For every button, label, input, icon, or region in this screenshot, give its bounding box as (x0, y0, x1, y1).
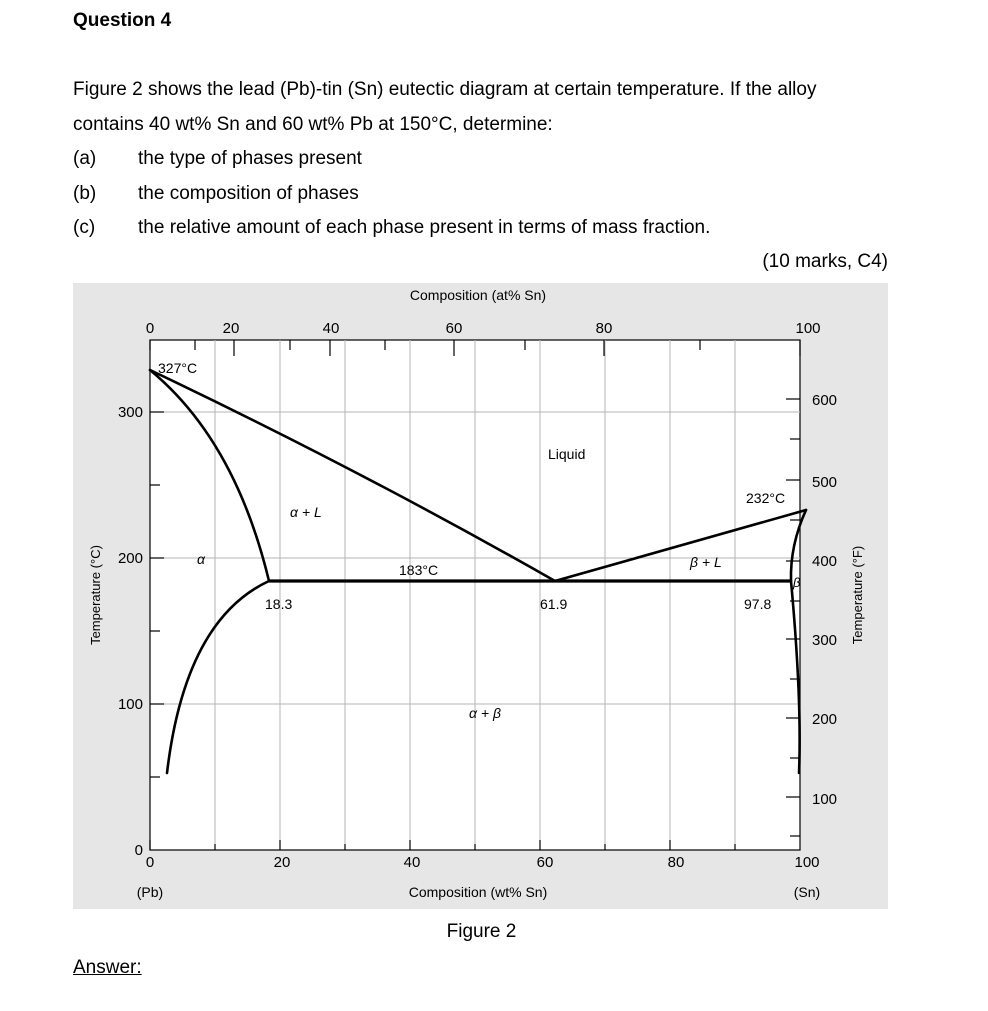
bottom-axis-title: Composition (wt% Sn) (408, 884, 548, 900)
beta-composition-label: 97.8 (744, 596, 772, 612)
question-heading: Question 4 (73, 10, 172, 31)
item-c-text: the relative amount of each phase present in terms of mass fraction. (138, 217, 711, 238)
item-c-letter: (c) (73, 217, 96, 238)
top-tick-label: 0 (145, 320, 155, 337)
right-tick-label: 100 (812, 791, 838, 808)
item-b-letter: (b) (73, 183, 97, 204)
eutectic-composition-label: 61.9 (540, 596, 568, 612)
question-text-line-1: Figure 2 shows the lead (Pb)-tin (Sn) eutectic diagram at certain temperature. If the alloy (73, 79, 817, 100)
right-tick-label: 300 (812, 632, 838, 649)
sn-melting-point-label: 232°C (746, 490, 786, 506)
top-tick-label: 80 (595, 320, 613, 337)
left-tick-label: 100 (117, 696, 143, 713)
right-tick-label: 200 (812, 711, 838, 728)
answer-label: Answer: (73, 957, 142, 978)
sn-label: (Sn) (793, 884, 821, 900)
left-tick-label: 200 (117, 550, 143, 567)
bottom-tick-label: 0 (145, 854, 155, 871)
top-tick-label: 100 (795, 320, 821, 337)
left-tick-label: 300 (117, 404, 143, 421)
alpha-region-label: α (197, 551, 205, 567)
right-tick-label: 500 (812, 474, 838, 491)
bottom-tick-label: 20 (273, 854, 291, 871)
phase-diagram-figure (73, 283, 888, 909)
liquid-region-label: Liquid (548, 446, 586, 462)
bottom-tick-label: 60 (536, 854, 554, 871)
alpha-liquid-region-label: α + L (290, 504, 322, 520)
top-axis-title: Composition (at% Sn) (409, 287, 547, 303)
item-a-letter: (a) (73, 148, 97, 169)
question-text-line-2: contains 40 wt% Sn and 60 wt% Pb at 150°C, determine: (73, 114, 553, 135)
beta-region-label: β (793, 575, 801, 590)
item-b-text: the composition of phases (138, 183, 359, 204)
figure-caption: Figure 2 (446, 921, 517, 942)
top-tick-label: 40 (322, 320, 340, 337)
top-tick-label: 20 (222, 320, 240, 337)
item-a-text: the type of phases present (138, 148, 362, 169)
bottom-tick-label: 80 (667, 854, 685, 871)
alpha-composition-label: 18.3 (265, 596, 293, 612)
phase-diagram (73, 283, 888, 909)
marks-label: (10 marks, C4) (762, 251, 888, 272)
bottom-tick-label: 40 (403, 854, 421, 871)
pb-label: (Pb) (136, 884, 164, 900)
right-tick-label: 600 (812, 392, 838, 409)
right-tick-label: 400 (812, 553, 838, 570)
eutectic-temperature-label: 183°C (399, 562, 439, 578)
beta-liquid-region-label: β + L (690, 554, 722, 570)
bottom-tick-label: 100 (794, 854, 820, 871)
pb-melting-point-label: 327°C (158, 360, 198, 376)
left-tick-label: 0 (134, 842, 143, 859)
alpha-beta-region-label: α + β (469, 705, 501, 721)
top-tick-label: 60 (445, 320, 463, 337)
left-axis-title: Temperature (°C) (88, 545, 103, 645)
right-axis-title: Temperature (°F) (850, 545, 865, 645)
